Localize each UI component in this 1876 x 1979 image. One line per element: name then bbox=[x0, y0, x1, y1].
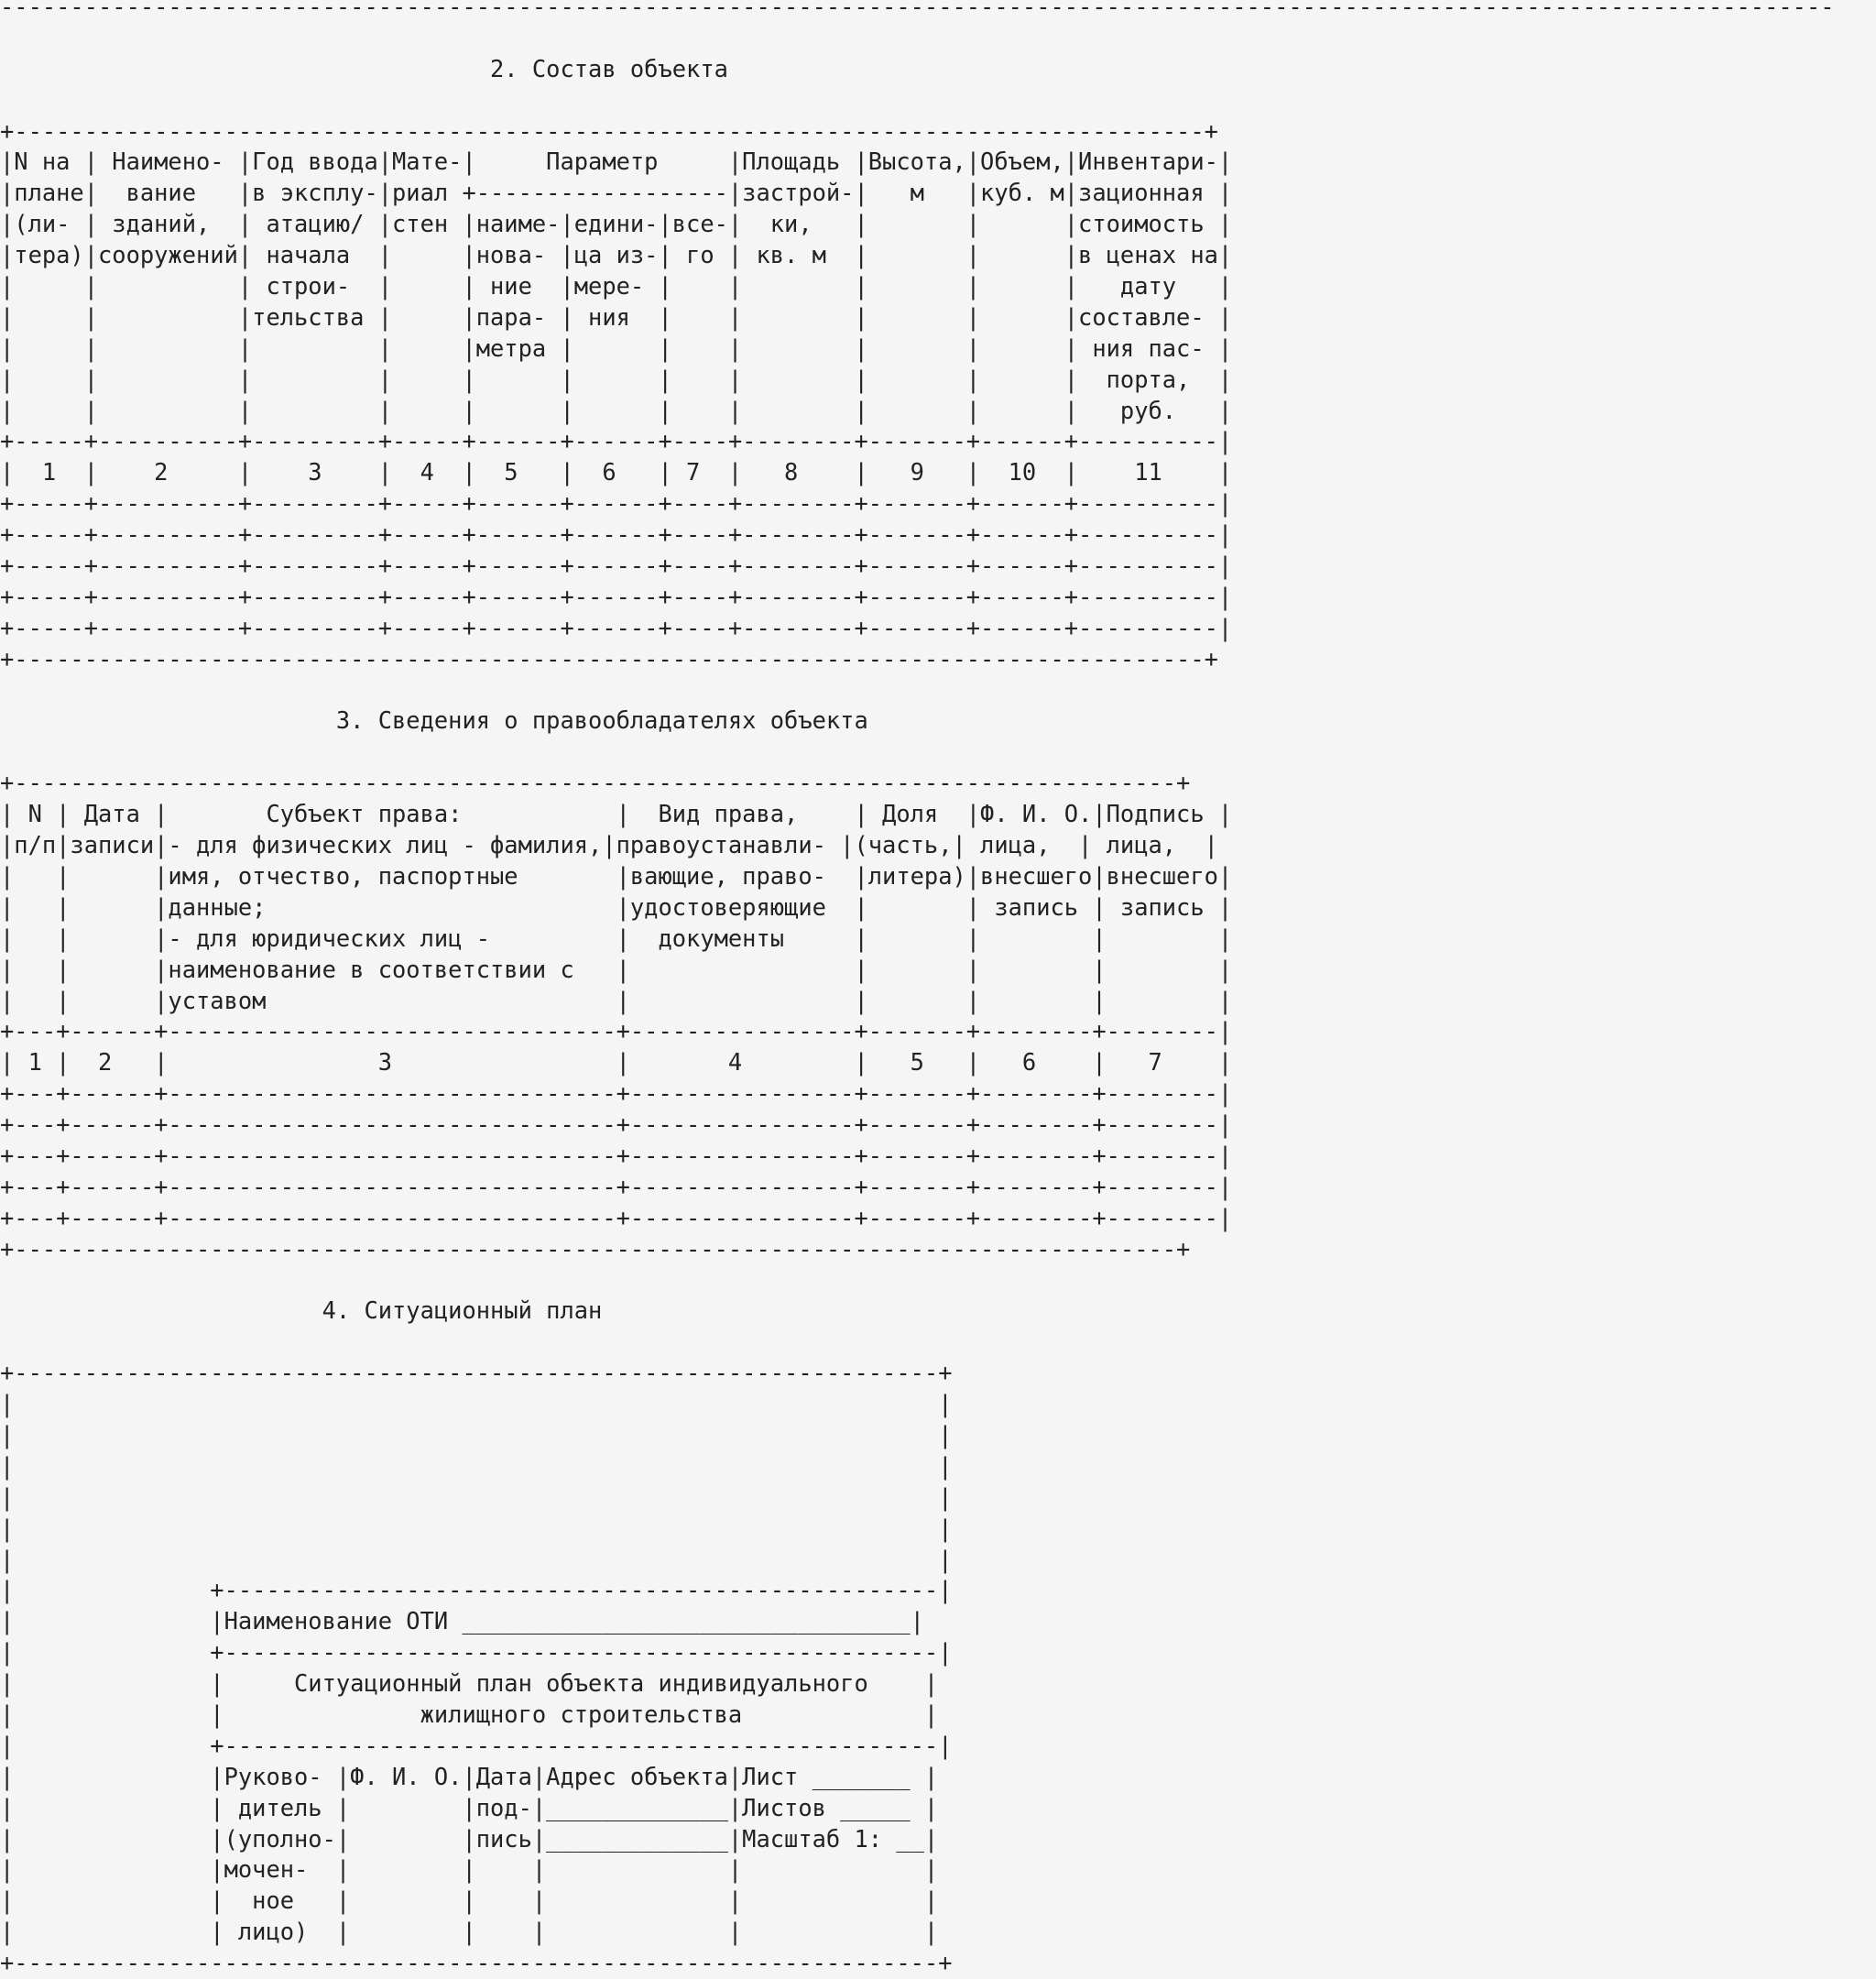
text-line: +-------------------------------------------------------------------------------------+ bbox=[0, 644, 1218, 672]
text-line: +-----+----------+---------+-----+------+------+----+--------+-------+------+----------| bbox=[0, 582, 1233, 610]
text-line: +---+------+--------------------------------+----------------+-------+--------+--------| bbox=[0, 1017, 1233, 1045]
text-line: |N на | Наимено- |Год ввода|Мате-| Параметр |Площадь |Высота,|Объем,|Инвентари-| bbox=[0, 148, 1233, 176]
text-line: +-------------------------------------------------------------------------------------+ bbox=[0, 116, 1218, 145]
text-line: +---+------+--------------------------------+----------------+-------+--------+--------| bbox=[0, 1110, 1233, 1139]
text-line: +---+------+--------------------------------+----------------+-------+--------+--------| bbox=[0, 1079, 1233, 1108]
text-line: | | |данные; |удостоверяющие | | запись | запись | bbox=[0, 892, 1233, 921]
text-line: | | bbox=[0, 1514, 953, 1542]
text-line: | |Наименование ОТИ ________________________________| bbox=[0, 1607, 924, 1635]
text-line: +-----+----------+---------+-----+------+------+----+--------+-------+------+----------| bbox=[0, 613, 1233, 641]
text-line: +-----+----------+---------+-----+------+------+----+--------+-------+------+----------| bbox=[0, 520, 1233, 549]
text-line: | | bbox=[0, 1420, 953, 1449]
text-line bbox=[0, 1265, 1835, 1296]
text-line: +-----------------------------------------------------------------------------------+ bbox=[0, 1234, 1191, 1263]
text-line: | | | | | | | | | | | порта, | bbox=[0, 365, 1233, 393]
text-line: | |(уполно-| |пись|_____________|Масштаб 1: __| bbox=[0, 1824, 939, 1853]
text-line: | | |тельства | |пара- | ния | | | | |составле- | bbox=[0, 302, 1233, 331]
text-line: +-----+----------+---------+-----+------+------+----+--------+-------+------+----------| bbox=[0, 489, 1233, 518]
text-line: | +---------------------------------------------------| bbox=[0, 1731, 953, 1759]
text-line: | | жилищного строительства | bbox=[0, 1700, 939, 1728]
text-line: | 1 | 2 | 3 | 4 | 5 | 6 | 7 | bbox=[0, 1048, 1233, 1077]
text-line: | | bbox=[0, 1482, 953, 1511]
text-line: |п/п|записи|- для физических лиц - фамилия,|правоустанавли- |(часть,| лица, | лица, | bbox=[0, 831, 1218, 859]
text-line: +-----+----------+---------+-----+------+------+----+--------+-------+------+----------| bbox=[0, 427, 1233, 455]
text-line: |(ли- | зданий, | атацию/ |стен |наиме-|едини-|все-| ки, | | |стоимость | bbox=[0, 210, 1233, 238]
text-line: | |Руково- |Ф. И. О.|Дата|Адрес объекта|Лист _______ | bbox=[0, 1762, 939, 1790]
text-line: | | |- для юридических лиц - | документы | | | | bbox=[0, 924, 1233, 952]
text-line: |плане| вание |в эксплу-|риал +------------------|застрой-| м |куб. м|зационная | bbox=[0, 179, 1233, 207]
text-line bbox=[0, 23, 1835, 54]
text-line: | N | Дата | Субъект права: | Вид права, | Доля |Ф. И. О.|Подпись | bbox=[0, 800, 1233, 828]
text-line: | | |уставом | | | | | bbox=[0, 986, 1233, 1014]
text-line: +---+------+--------------------------------+----------------+-------+--------+--------| bbox=[0, 1203, 1233, 1231]
text-line: | +---------------------------------------------------| bbox=[0, 1576, 953, 1604]
text-line bbox=[0, 85, 1835, 116]
text-line bbox=[0, 675, 1835, 706]
text-line: +---+------+--------------------------------+----------------+-------+--------+--------| bbox=[0, 1141, 1233, 1169]
text-line bbox=[0, 737, 1835, 768]
text-line: +-----------------------------------------------------------------------------------+ bbox=[0, 769, 1191, 797]
text-line: | | | | |метра | | | | | | ния пас- | bbox=[0, 333, 1233, 362]
text-line: | | bbox=[0, 1451, 953, 1480]
text-line: 3. Сведения о правообладателях объекта bbox=[0, 706, 868, 735]
text-line: | | ное | | | | | bbox=[0, 1886, 939, 1915]
text-line: +------------------------------------------------------------------+ bbox=[0, 1359, 953, 1387]
text-line: | | | строи- | | ние |мере- | | | | | дату | bbox=[0, 272, 1233, 301]
text-line: | | bbox=[0, 1390, 953, 1418]
text-line: 2. Состав объекта bbox=[0, 54, 728, 82]
text-line: | +---------------------------------------------------| bbox=[0, 1638, 953, 1667]
text-line: +------------------------------------------------------------------+ bbox=[0, 1949, 953, 1977]
text-line: ----------------------------------------------------------------------------------------------------------------------------------- bbox=[0, 0, 1835, 20]
text-line: | | лицо) | | | | | bbox=[0, 1918, 939, 1946]
text-line: |тера)|сооружений| начала | |нова- |ца из-| го | кв. м | | |в ценах на| bbox=[0, 241, 1233, 269]
text-line: | | Ситуационный план объекта индивидуального | bbox=[0, 1669, 939, 1698]
text-line: | | |наименование в соответствии с | | | | | bbox=[0, 955, 1233, 983]
text-line bbox=[0, 1327, 1835, 1358]
text-line: 4. Ситуационный план bbox=[0, 1296, 603, 1325]
text-line: | | |имя, отчество, паспортные |вающие, право- |литера)|внесшего|внесшего| bbox=[0, 861, 1233, 890]
text-line: | 1 | 2 | 3 | 4 | 5 | 6 | 7 | 8 | 9 | 10 | 11 | bbox=[0, 458, 1233, 487]
text-line: | | bbox=[0, 1545, 953, 1573]
text-line: +-----+----------+---------+-----+------+------+----+--------+-------+------+----------| bbox=[0, 552, 1233, 580]
text-line: | | | | | | | | | | | руб. | bbox=[0, 396, 1233, 424]
text-line: | | дитель | |под-|_____________|Листов _____ | bbox=[0, 1793, 939, 1821]
text-line: | |мочен- | | | | | bbox=[0, 1855, 939, 1884]
text-line: +---+------+--------------------------------+----------------+-------+--------+--------| bbox=[0, 1172, 1233, 1200]
